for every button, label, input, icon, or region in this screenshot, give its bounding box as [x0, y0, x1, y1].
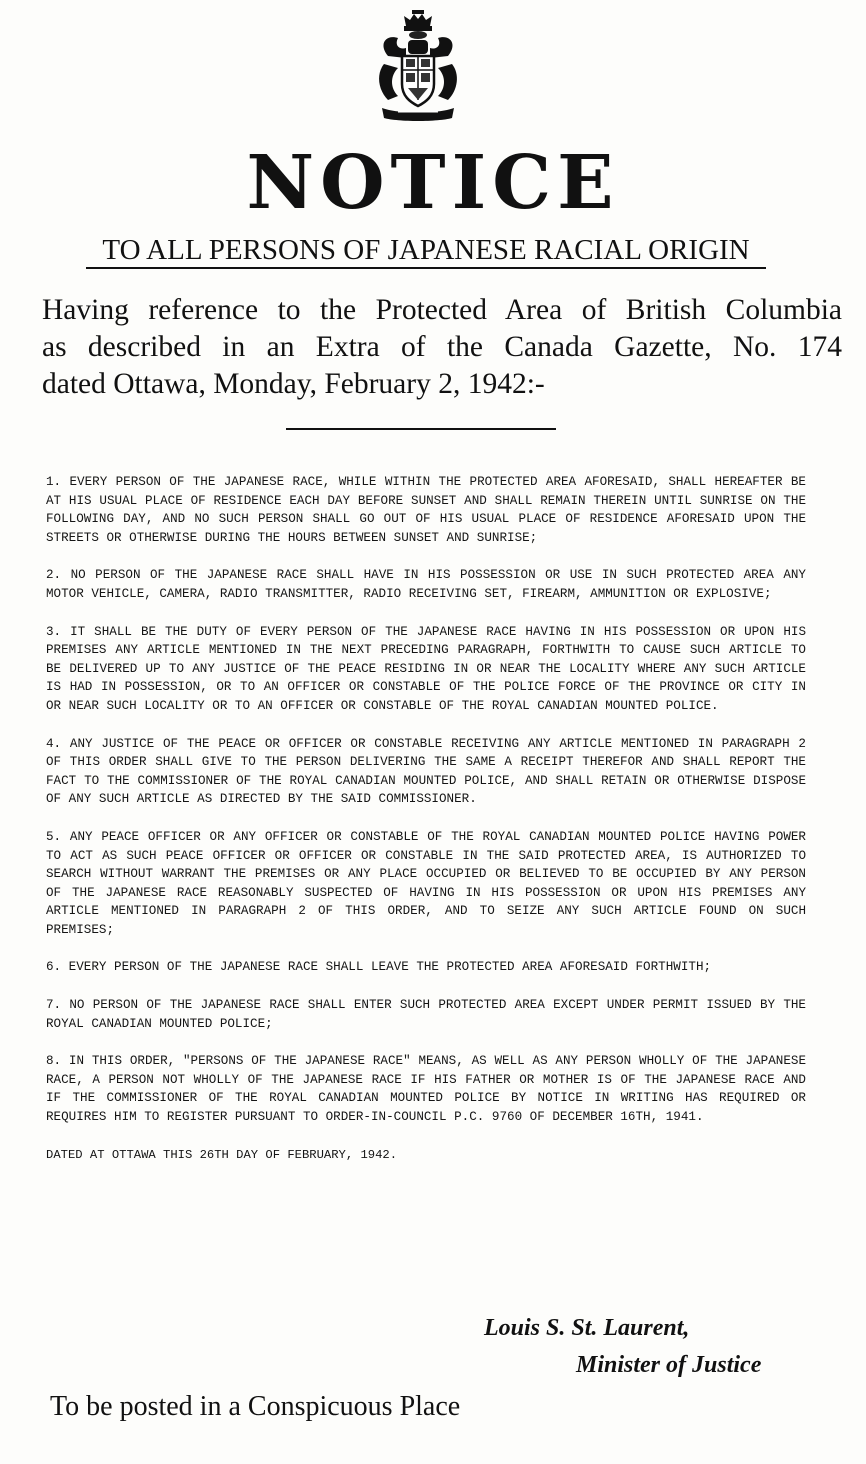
section-divider — [286, 428, 556, 430]
intro-statement — [42, 292, 842, 403]
order-paragraph-5: 5. ANY PEACE OFFICER OR ANY OFFICER OR CONSTABLE OF THE ROYAL CANADIAN MOUNTED POLICE HAVING POWER TO ACT AS SUCH PEACE OFFICER OR OFFICER OR CONSTABLE IN THE SAID PROTECTED AREA, IS AUTHORIZED TO SEARCH WITHOUT WARRANT THE PREMISES OR ANY PLACE OCCUPIED OR BELIEVED TO BE OCCUPIED BY ANY PERSON OF THE JAPANESE RACE REASONABLY SUSPECTED OF HAVING IN HIS POSSESSION OR UPON HIS PREMISES ANY ARTICLE MENTIONED IN PARAGRAPH 2 OF THIS ORDER, AND TO SEIZE ANY SUCH ARTICLE FOUND ON SUCH PREMISES; — [46, 829, 806, 937]
order-body — [46, 473, 806, 1183]
dated-line: DATED AT OTTAWA THIS 26TH DAY OF FEBRUARY, 1942. — [46, 1147, 398, 1162]
intro-line: as described in an Extra of the Canada Gazette, No. 174 — [42, 331, 842, 363]
intro-line: dated Ottawa, Monday, February 2, 1942:- — [42, 368, 545, 400]
order-paragraph-4: 4. ANY JUSTICE OF THE PEACE OR OFFICER OR CONSTABLE RECEIVING ANY ARTICLE MENTIONED IN PARAGRAPH 2 OF THIS ORDER SHALL GIVE TO THE PERSON DELIVERING THE SAME A RECEIPT THEREFOR AND SHALL REPORT THE FACT TO THE COMMISSIONER OF THE ROYAL CANADIAN MOUNTED POLICE, AND SHALL RETAIN OR OTHERWISE DISPOSE OF ANY SUCH ARTICLE AS DIRECTED BY THE SAID COMMISSIONER. — [46, 736, 806, 807]
notice-title: NOTICE — [246, 140, 620, 226]
order-paragraph-3: 3. IT SHALL BE THE DUTY OF EVERY PERSON OF THE JAPANESE RACE HAVING IN HIS POSSESSION OR UPON HIS PREMISES ANY ARTICLE MENTIONED IN THE NEXT PRECEDING PARAGRAPH, FORTHWITH TO CAUSE SUCH ARTICLE TO BE DELIVERED UP TO ANY JUSTICE OF THE PEACE RESIDING IN OR NEAR THE LOCALITY WHERE ANY SUCH ARTICLE IS HAD IN POSSESSION, OR TO AN OFFICER OR CONSTABLE OF THE POLICE FORCE OF THE PROVINCE OR CITY IN OR NEAR SUCH LOCALITY OR TO AN OFFICER OR CONSTABLE OF THE ROYAL CANADIAN MOUNTED POLICE. — [46, 624, 806, 713]
notice-subtitle: TO ALL PERSONS OF JAPANESE RACIAL ORIGIN — [102, 234, 750, 266]
signature-block — [470, 1310, 800, 1384]
order-paragraph-8: 8. IN THIS ORDER, "PERSONS OF THE JAPANESE RACE" MEANS, AS WELL AS ANY PERSON WHOLLY OF THE JAPANESE RACE, A PERSON NOT WHOLLY OF THE JAPANESE RACE IF HIS FATHER OR MOTHER IS OF THE JAPANESE RACE AND IF THE COMMISSIONER OF THE ROYAL CANADIAN MOUNTED POLICE BY NOTICE IN WRITING HAS REQUIRED OR REQUIRES HIM TO REGISTER PURSUANT TO ORDER-IN-COUNCIL P.C. 9760 OF DECEMBER 16TH, 1941. — [46, 1054, 806, 1125]
signatory-role: Minister of Justice — [576, 1352, 762, 1378]
canada-coat-of-arms-icon — [368, 4, 468, 124]
order-paragraph-1: 1. EVERY PERSON OF THE JAPANESE RACE, WHILE WITHIN THE PROTECTED AREA AFORESAID, SHALL HEREAFTER BE AT HIS USUAL PLACE OF RESIDENCE EACH DAY BEFORE SUNSET AND SHALL REMAIN THEREIN UNTIL SUNRISE ON THE FOLLOWING DAY, AND NO SUCH PERSON SHALL GO OUT OF HIS USUAL PLACE OF RESIDENCE AFORESAID UPON THE STREETS OR OTHERWISE DURING THE HOURS BETWEEN SUNSET AND SUNRISE; — [46, 475, 806, 545]
intro-line: Having reference to the Protected Area of British Columbia — [42, 294, 842, 326]
posting-instruction: To be posted in a Conspicuous Place — [50, 1391, 461, 1422]
order-paragraph-7: 7. NO PERSON OF THE JAPANESE RACE SHALL ENTER SUCH PROTECTED AREA EXCEPT UNDER PERMIT ISSUED BY THE ROYAL CANADIAN MOUNTED POLICE; — [46, 998, 806, 1031]
signatory-name: Louis S. St. Laurent, — [484, 1315, 690, 1341]
order-paragraph-2: 2. NO PERSON OF THE JAPANESE RACE SHALL HAVE IN HIS POSSESSION OR USE IN SUCH PROTECTED AREA ANY MOTOR VEHICLE, CAMERA, RADIO TRANSMITTER, RADIO RECEIVING SET, FIREARM, AMMUNITION OR EXPLOSIVE; — [46, 568, 806, 601]
order-paragraph-6: 6. EVERY PERSON OF THE JAPANESE RACE SHALL LEAVE THE PROTECTED AREA AFORESAID FORTHWITH; — [46, 960, 712, 975]
subtitle-underline — [86, 267, 766, 269]
